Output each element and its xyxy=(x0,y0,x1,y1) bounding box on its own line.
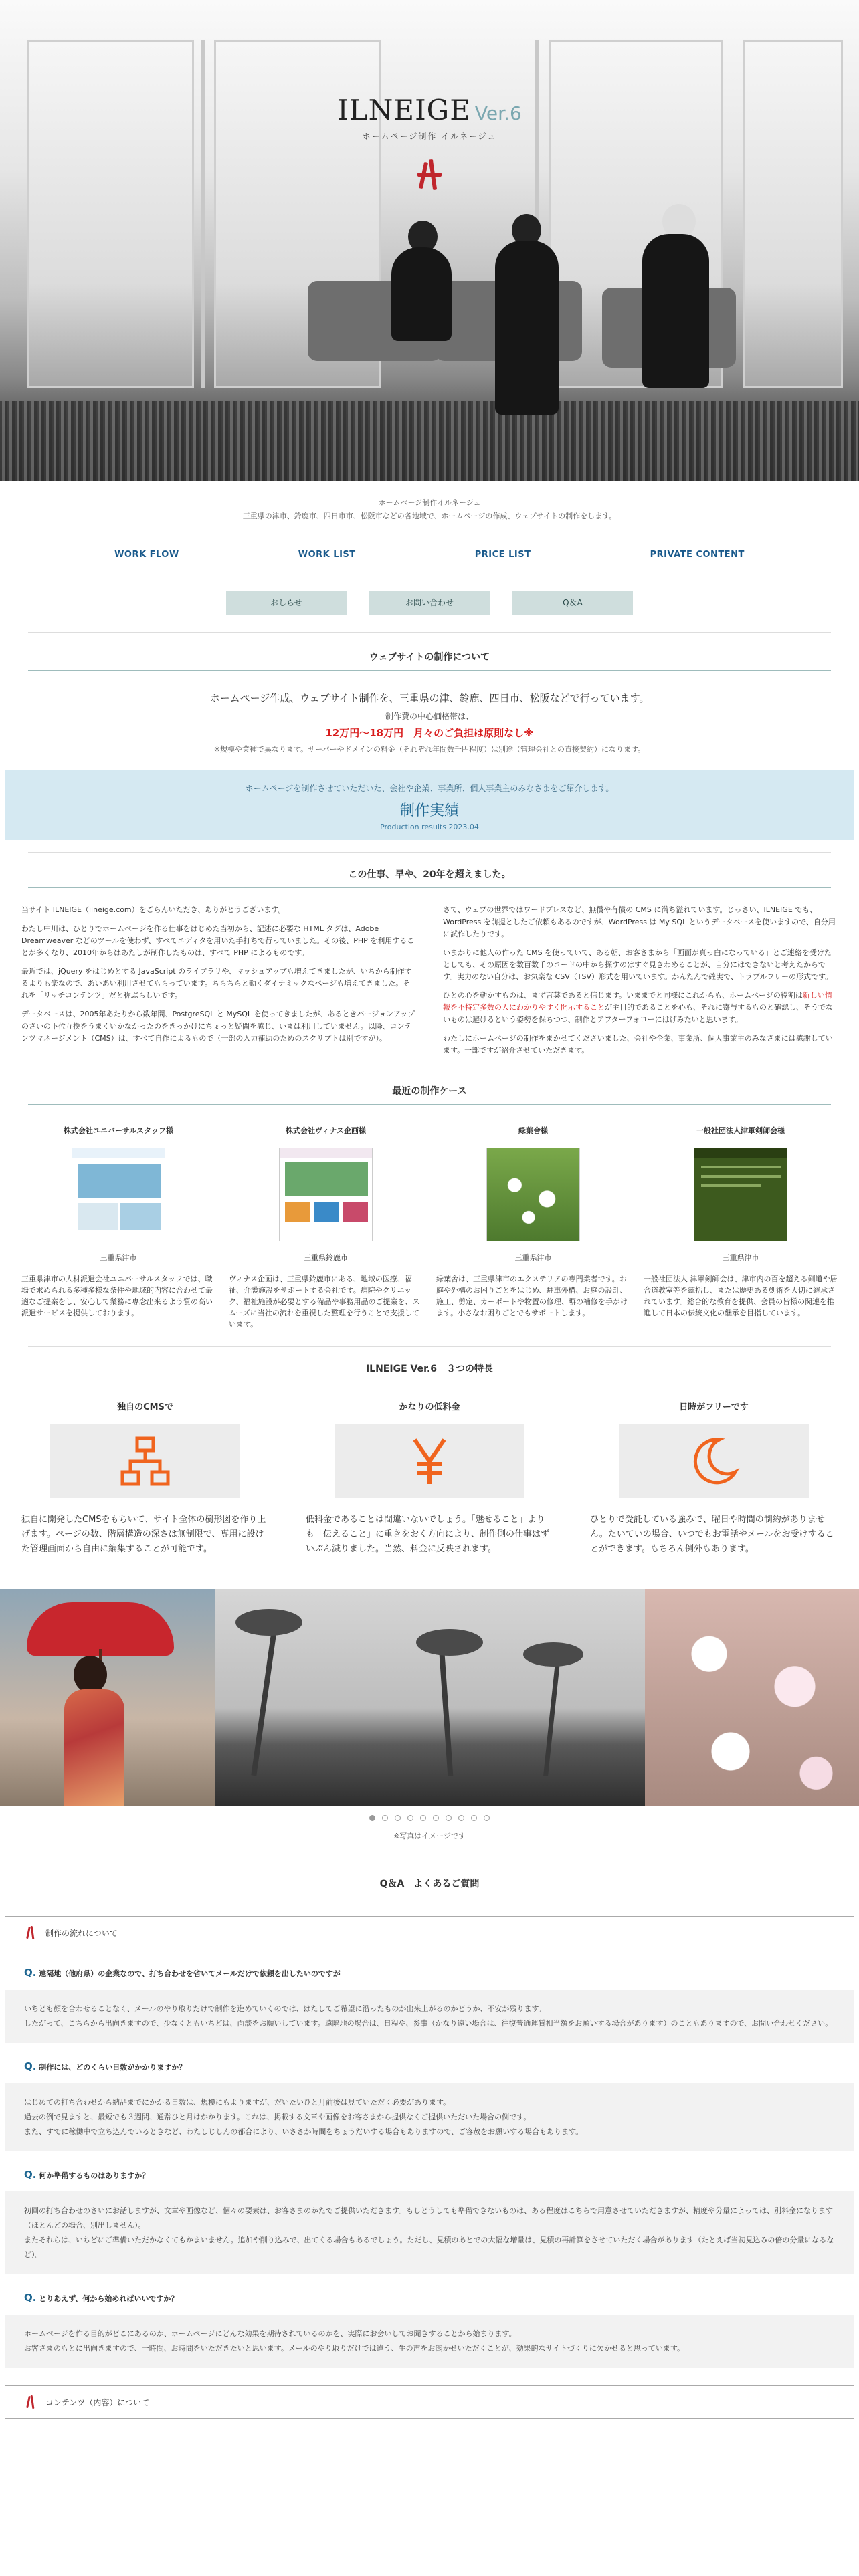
case-card xyxy=(644,1125,838,1330)
faq-answer-text: 初回の打ち合わせのさいにお話しますが、文章や画像など、個々の要素は、お客さまのかたでご提供いただきます。もしどうしても準備できないものは、ある程度はこちらで用意させていただきますが、精度や分量によっては、別料金になります（ほとんどの場合、別出しません）。 xyxy=(24,2206,834,2230)
brand-version: Ver.6 xyxy=(474,102,522,124)
slider-dots xyxy=(0,1815,859,1821)
brand-logo-icon[interactable] xyxy=(413,159,446,191)
faq-answer-text: 過去の例で見ますと、最短でも３週間、通常ひと月はかかります。これは、掲載する文章や画像をお客さまから提供なくご提供いただいた場合の例です。 xyxy=(24,2113,531,2121)
faq-answer-text: また、すでに稼働中で立ち込んでいるときなど、わたしじしんの都合により、いささか時間をちょうだいする場合もありますので、ご容赦をお願いする場合もあります。 xyxy=(24,2127,583,2136)
slider-dot[interactable] xyxy=(369,1815,375,1821)
site-tagline xyxy=(0,496,859,523)
faq-question-text: 何か準備するものはありますか？ xyxy=(39,2171,150,2180)
hero-person xyxy=(391,247,452,341)
brand-subtitle: ホームページ制作 イルネージュ xyxy=(362,132,497,141)
divider xyxy=(28,852,831,853)
case-card xyxy=(436,1125,630,1330)
faq-answer-text: いちども顔を合わせることなく、メールのやり取りだけで制作を進めていくのでは、はたしてご希望に沿ったものが出来上がるのかどうか、不安が残ります。 xyxy=(24,2004,546,2013)
history-paragraph xyxy=(443,990,838,1026)
about-title: ウェブサイトの制作について xyxy=(28,650,831,671)
slider-dot[interactable] xyxy=(382,1815,388,1821)
case-name: 緑葉舎様 xyxy=(518,1126,548,1135)
feature-card xyxy=(306,1400,553,1557)
history-text: が主目的であることを心も、それに寄与するものと確認し、そうでないものは避けるという姿勢を保ちつつ、制作とアフターフォローにはげみたいと思います。 xyxy=(443,1003,833,1024)
slider-dot[interactable] xyxy=(446,1815,452,1821)
about-price: 12万円～18万円 月々のご負担は原則なし※ xyxy=(325,727,534,739)
nav-price-list[interactable]: PRICE LIST xyxy=(474,550,531,560)
faq-answer-text: はじめての打ち合わせから納品までにかかる日数は、規模にもよりますが、だいたいひと月前後は見ていただく必要があります。 xyxy=(24,2098,451,2107)
tagline-title: ホームページ制作イルネージュ xyxy=(378,498,481,507)
case-name: 株式会社ユニバーサルスタッフ様 xyxy=(63,1126,174,1135)
sub-nav xyxy=(0,591,859,615)
cases-list xyxy=(21,1125,838,1330)
faq-answer xyxy=(5,2315,854,2368)
feature-icon-box xyxy=(335,1424,524,1498)
hero-floor xyxy=(0,401,859,481)
works-banner[interactable] xyxy=(5,770,854,840)
banner-sub: Production results 2023.04 xyxy=(380,823,479,831)
case-screenshot[interactable] xyxy=(486,1148,580,1241)
hero-window xyxy=(743,40,843,388)
faq-answer-text: またそれらは、いちどにご準備いただかなくてもかまいません。追加や削り込みで、出てくる場合もあるでしょう。ただし、見積のあとでの大幅な増量は、見積の再計算をさせていただく場合があります（たとえば当初見込みの倍の分量になるなど）。 xyxy=(24,2236,834,2259)
brand-block xyxy=(0,94,859,191)
faq-item xyxy=(5,2292,854,2368)
slider-dot[interactable] xyxy=(471,1815,477,1821)
feature-description: 独自に開発したCMSをもちいて、サイト全体の樹形図を作り上げます。ページの数、階層構造の深さは無制限で、専用に設けた管理画面から自由に編集することが可能です。 xyxy=(21,1515,266,1554)
faq-section xyxy=(0,1876,859,2419)
faq-answer-text: ホームページを作る目的がどこにあるのか、ホームページにどんな効果を期待されているのかを、実際にお会いしてお聞きすることから始まります。 xyxy=(24,2329,516,2338)
banner-title: 制作実績 xyxy=(399,802,459,819)
faq-answer-text: お客さまのもとに出向きますので、一時間、お時間をいただきたいと思います。メールのやり取りだけでは違う、生の声をお聞かせいただくことが、効果的なサイトづくりに欠かせると思っています。 xyxy=(24,2344,685,2353)
case-location: 三重県津市 xyxy=(100,1253,137,1262)
case-name: 一般社団法人津軍剣師会様 xyxy=(696,1126,785,1135)
case-screenshot[interactable] xyxy=(72,1148,165,1241)
faq-item xyxy=(5,2060,854,2151)
history-section xyxy=(0,867,859,1063)
case-screenshot[interactable] xyxy=(694,1148,787,1241)
about-note: ※規模や業種で異なります。サーバーやドメインの料金（それぞれ年間数千円程度）は別途（管理会社との直接契約）になります。 xyxy=(213,745,646,754)
history-paragraph: いまかりに他人の作った CMS を使っていて、ある朝、お客さまから「画面が真っ白になっている」とご連絡を受けたとしても、その原因を数百数千のコードの中から探すのはすぐ見きわめることが、自分にはできないと考えたからです。実力のない自分は、お気楽な CSV（TSV）形式を用いています。かんたんで確実で、トラブルフリーの形式です。 xyxy=(443,948,833,981)
features-title: ILNEIGE Ver.6 ３つの特長 xyxy=(28,1362,831,1382)
nav-work-list[interactable]: WORK LIST xyxy=(298,550,356,560)
history-paragraph: わたしにホームページの制作をまかせてくださいました、会社や企業、事業所、個人事業主のみなさまには感謝しています。一部ですが紹介させていただきます。 xyxy=(443,1034,833,1055)
faq-item xyxy=(5,2169,854,2274)
about-section xyxy=(0,650,859,840)
history-right xyxy=(443,904,838,1063)
faq-answer xyxy=(5,1990,854,2043)
faq-question[interactable]: Q. 制作には、どのくらい日数がかかりますか？ xyxy=(24,2060,187,2072)
feature-card xyxy=(21,1400,269,1557)
case-location: 三重県津市 xyxy=(514,1253,552,1262)
history-title: この仕事、早や、20年を超えました。 xyxy=(28,867,831,888)
faq-category-label: コンテンツ（内容）について xyxy=(45,2397,150,2407)
nav-work-flow[interactable]: WORK FLOW xyxy=(114,550,179,560)
case-card xyxy=(21,1125,215,1330)
faq-answer xyxy=(5,2191,854,2274)
case-description: 三重県津市の人材派遣会社ユニバーサルスタッフでは、職場で求められる多種多様な条件や地域的内容に合わせて最適なご提案をし、安心して業務に専念出来るよう質の高い派遣サービスを提供しております。 xyxy=(21,1275,213,1317)
banner-lead: ホームページを制作させていただいた、会社や企業、事業所、個人事業主のみなさまをご紹介します。 xyxy=(245,784,614,793)
history-paragraph: 最近では、jQuery をはじめとする JavaScript のライブラリや、マッシュアップも増えてきましたが、いちから制作するよりも楽なので、あいあい利用させてもらっています。ちらちらと動くダイナミックなページも増えてきました。それを「リッチコンテンツ」だと称ぶらしいです。 xyxy=(21,967,412,1000)
features-list xyxy=(21,1400,838,1557)
moon-icon xyxy=(687,1434,741,1488)
cases-section xyxy=(0,1084,859,1330)
feature-name: 独自のCMSで xyxy=(117,1402,173,1412)
case-location: 三重県鈴鹿市 xyxy=(304,1253,348,1262)
case-description: ヴィナス企画は、三重県鈴鹿市にある、地域の医療、福祉、介護施設をサポートする会社です。病院やクリニック、福祉施設が必要とする備品や事務用品のご提案を、スムーズに当社の流れを重視した整理を行うことで支援しています。 xyxy=(229,1275,420,1329)
case-name: 株式会社ヴィナス企画様 xyxy=(286,1126,366,1135)
qa-button[interactable]: Q＆A xyxy=(512,591,633,615)
feature-icon-box xyxy=(50,1424,240,1498)
about-line2: 制作費の中心価格帯は、 xyxy=(385,712,474,721)
divider xyxy=(28,632,831,633)
slide-photo xyxy=(0,1589,215,1806)
slider-dot[interactable] xyxy=(433,1815,439,1821)
faq-title: Q＆A よくあるご質問 xyxy=(28,1876,831,1897)
history-text: ひとの心を動かすものは、まず言葉であると信じます。いままでと同様にこれからも、ホームページの役割は xyxy=(443,991,803,1000)
case-screenshot[interactable] xyxy=(279,1148,373,1241)
slide-photo xyxy=(645,1589,859,1806)
case-location: 三重県津市 xyxy=(722,1253,759,1262)
about-line1: ホームページ作成、ウェブサイト制作を、三重県の津、鈴鹿、四日市、松阪などで行っています。 xyxy=(209,692,650,704)
case-description: 一般社団法人 津軍剣師会は、津市内の百を超える剣道や居合道教室等を統括し、または歴史ある剣術を大切に継承されています。総合的な教育を提供、会員の皆様の関連を推進して日本の伝統文化の継承を目指しています。 xyxy=(644,1275,838,1317)
faq-question-text: 制作には、どのくらい日数がかかりますか？ xyxy=(39,2063,187,2072)
hero-person xyxy=(642,234,709,388)
cases-title: 最近の制作ケース xyxy=(28,1084,831,1105)
case-card xyxy=(229,1125,423,1330)
hero-person xyxy=(495,241,559,415)
slide-photo xyxy=(215,1589,645,1806)
slider-dot[interactable] xyxy=(407,1815,413,1821)
history-highlight: 新しい情報を不特定多数の人にわかりやすく開示すること xyxy=(443,991,832,1012)
contact-button[interactable]: お問い合わせ xyxy=(369,591,490,615)
faq-category-header xyxy=(5,2385,854,2419)
faq-question[interactable]: Q. 何か準備するものはありますか？ xyxy=(24,2169,150,2181)
history-paragraph: データベースは、2005年あたりから数年間、PostgreSQL と MySQL を使ってきましたが、あるときバージョンアップのさいの下位互換をうまくいかなかったのをきっかけにちょっと疑問を感じ、いまは利用していません。以降、コンテンツマネージメント（CMS）は、すべて自作によるもので（一部の入力補助のためのスクリプトは別ですが）。 xyxy=(21,1010,415,1043)
feature-name: かなりの低料金 xyxy=(399,1402,460,1412)
faq-question-text: とりあえず、何から始めればいいですか？ xyxy=(39,2294,179,2303)
feature-description: 低料金であることは間違いないでしょう。「魅せること」よりも「伝えること」に重きをおく方向により、制作側の仕事はずいぶん減りました。当然、料金に反映されます。 xyxy=(306,1515,550,1554)
nav-private-content[interactable]: PRIVATE CONTENT xyxy=(650,550,745,560)
feature-icon-box xyxy=(619,1424,809,1498)
history-paragraph: わたし中川は、ひとりでホームページを作る仕事をはじめた当初から、記述に必要な HTML タグは、Adobe Dreamweaver などのツールを使わず、すべてエディタを用いた手打ちで行っていました。その後、PHP を利用することが多くなり、2010年からはあたしが制作したものは、すべて PHP によるものです。 xyxy=(21,924,415,957)
tagline-text: 三重県の津市、鈴鹿市、四日市市、松阪市などの各地域で、ホームページの作成、ウェブサイトの制作をします。 xyxy=(242,512,617,520)
faq-question[interactable]: Q. 遠隔地（他府県）の企業なので、打ち合わせを省いてメールだけで依頼を出したいのですが xyxy=(24,1967,341,1979)
faq-answer-text: したがって、こちらから出向きますので、少なくともいちどは、面談をお願いしています。遠隔地の場合は、日程や、参事（かなり遠い場合は、往復普通運賃相当額をお願いする場合があります）のこともありますので、お問い合わせください。 xyxy=(24,2019,833,2028)
history-paragraph: 当サイト ILNEIGE（ilneige.com）をごらんいただき、ありがとうございます。 xyxy=(21,905,286,914)
faq-question[interactable]: Q. とりあえず、何から始めればいいですか？ xyxy=(24,2292,179,2304)
yen-icon xyxy=(403,1434,456,1488)
sitemap-icon xyxy=(118,1434,172,1488)
hero-banner xyxy=(0,0,859,481)
faq-category-header xyxy=(5,1916,854,1949)
slider-dot[interactable] xyxy=(458,1815,464,1821)
history-columns xyxy=(21,904,838,1063)
hero-window xyxy=(27,40,194,388)
faq-item xyxy=(5,1967,854,2043)
photo-note: ※写真はイメージです xyxy=(393,1832,466,1840)
faq-category-label: 制作の流れについて xyxy=(45,1928,118,1938)
feature-description: ひとりで受託している強みで、曜日や時間の制約がありません。たいていの場合、いつでもお電話やメールをお受けすることができます。もちろん例外もあります。 xyxy=(590,1515,834,1554)
about-intro xyxy=(0,691,859,754)
history-left xyxy=(21,904,416,1063)
feature-card xyxy=(590,1400,838,1557)
features-section xyxy=(0,1362,859,1557)
brand-logo-icon xyxy=(24,2395,37,2409)
hero-mullion xyxy=(201,40,205,388)
faq-wrap xyxy=(5,1916,854,2419)
news-button[interactable]: おしらせ xyxy=(226,591,347,615)
history-paragraph: さて、ウェブの世界ではワードプレスなど、無償や有償の CMS に満ち溢れています。じっさい、ILNEIGE でも、WordPress を前提としたご依頼もあるのですが、WordPress は My SQL というデータベースを使いますので、自分用に試作したりです。 xyxy=(443,905,836,938)
slider-dot[interactable] xyxy=(484,1815,490,1821)
faq-answer xyxy=(5,2083,854,2151)
brand-logo-icon xyxy=(24,1926,37,1939)
divider xyxy=(28,1346,831,1347)
photo-slider[interactable] xyxy=(0,1589,859,1806)
faq-question-text: 遠隔地（他府県）の企業なので、打ち合わせを省いてメールだけで依頼を出したいのですが xyxy=(39,1969,341,1978)
slider-dot[interactable] xyxy=(420,1815,426,1821)
slider-dot[interactable] xyxy=(395,1815,401,1821)
brand-name: ILNEIGE xyxy=(337,94,471,126)
feature-name: 日時がフリーです xyxy=(679,1402,749,1412)
main-nav xyxy=(55,550,804,560)
case-description: 緑葉舎は、三重県津市のエクステリアの専門業者です。お庭や外構のお困りごとをはじめ、駐車外構、お庭の設計、施工、剪定、カーポートや物置の修理、塀の補修を手がけます。小さなお困りごとでもサポートします。 xyxy=(436,1275,628,1317)
